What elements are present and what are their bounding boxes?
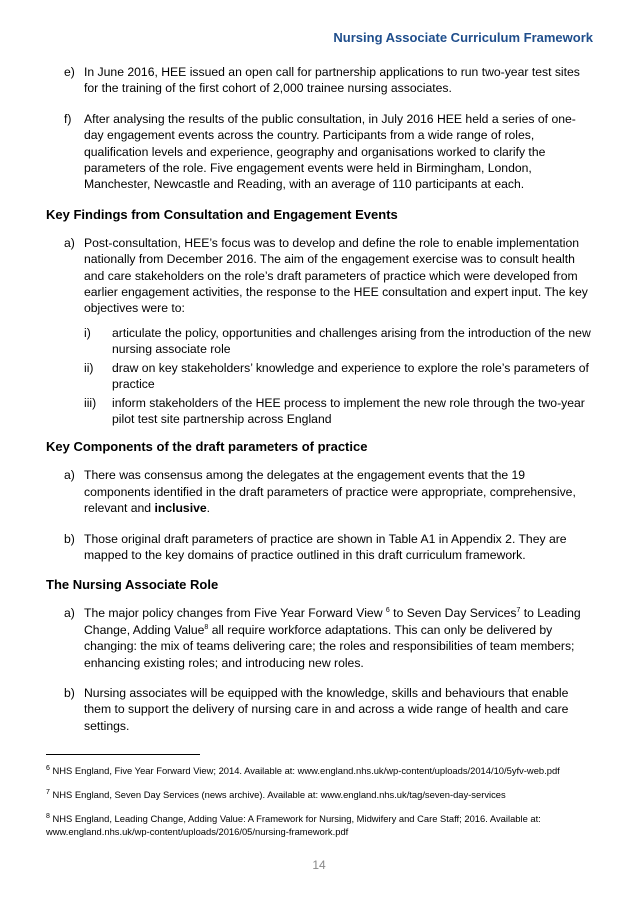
footnote-7	[46, 788, 594, 801]
footnote-divider	[46, 754, 200, 755]
footnote-text: NHS England, Seven Day Services (news archive). Available at: www.england.nhs.uk/tag/seven-day-services	[52, 789, 506, 800]
item-text-bold: inclusive	[154, 501, 207, 516]
footnote-8	[46, 812, 594, 838]
objective-text: inform stakeholders of the HEE process to implement the new role through the two-year pilot test site partnership across England	[112, 395, 585, 426]
role-item-a	[46, 605, 594, 671]
item-text-part1: The major policy changes from Five Year Forward View	[84, 606, 383, 621]
objective-label: iii)	[84, 395, 97, 410]
objective-item	[84, 395, 594, 428]
item-label: b)	[64, 685, 75, 700]
document-header-title: Nursing Associate Curriculum Framework	[333, 30, 593, 45]
objective-item	[84, 325, 594, 358]
item-text: Those original draft parameters of practice are shown in Table A1 in Appendix 2. They are mapped to the key domains of practice outlined in this draft curriculum framework.	[84, 531, 567, 562]
footnote-ref-6[interactable]: 6	[385, 607, 390, 615]
footnote-number: 7	[46, 788, 50, 796]
objective-label: i)	[84, 325, 91, 340]
item-text	[84, 467, 594, 516]
section-heading-key-findings: Key Findings from Consultation and Engagement Events	[46, 206, 398, 222]
footnote-ref-8[interactable]: 8	[204, 623, 209, 631]
footnote-text: NHS England, Leading Change, Adding Value: A Framework for Nursing, Midwifery and Care Staff; 2016. Available at: www.england.nhs.uk/wp-content/uploads/2016/05/nursing-framework.pdf	[46, 813, 541, 837]
objectives-list	[46, 325, 594, 427]
objective-item	[84, 360, 594, 393]
item-label: a)	[64, 468, 75, 483]
item-text: Post-consultation, HEE’s focus was to develop and define the role to enable implementation nationally from December 2016. The aim of the engagement exercise was to consult health and care stakeholders on the role’s draft parameters of practice which were developed from earlier engagement activities, the response to the HEE consultation and expert input. The key objectives were to:	[84, 235, 588, 316]
item-text	[84, 605, 594, 671]
item-text: In June 2016, HEE issued an open call for partnership applications to run two-year test sites for the training of the first cohort of 2,000 trainee nursing associates.	[84, 65, 580, 96]
footnote-number: 6	[46, 764, 50, 772]
item-label: f)	[64, 111, 72, 126]
objective-text: draw on key stakeholders’ knowledge and experience to explore the role’s parameters of practice	[112, 360, 589, 392]
item-label: b)	[64, 531, 75, 546]
item-text-part3: to Leading Change, Adding Value	[84, 606, 581, 637]
key-components-item-b	[46, 531, 594, 564]
footnote-ref-7[interactable]: 7	[516, 607, 521, 615]
item-label: a)	[64, 235, 75, 250]
page-number: 14	[312, 858, 326, 872]
key-findings-item-a	[46, 235, 594, 317]
item-text-main: There was consensus among the delegates at the engagement events that the 19 components identified in the draft parameters of practice were appropriate, comprehensive, relevant and	[84, 468, 576, 516]
item-label: a)	[64, 606, 75, 621]
objective-text: articulate the policy, opportunities and challenges arising from the introduction of the new nursing associate role	[112, 325, 591, 357]
key-components-item-a	[46, 467, 594, 516]
item-label: e)	[64, 65, 75, 79]
intro-item-f	[46, 111, 594, 193]
footnotes	[46, 764, 594, 849]
footnote-number: 8	[46, 812, 50, 820]
footnote-text: NHS England, Five Year Forward View; 2014. Available at: www.england.nhs.uk/wp-content/uploads/2014/10/5yfv-web.pdf	[52, 765, 560, 776]
objective-label: ii)	[84, 360, 94, 375]
role-item-b	[46, 685, 594, 734]
item-text: After analysing the results of the public consultation, in July 2016 HEE held a series of one-day engagement events across the country. Participants from a wide range of roles, qualification levels and experience, geography and organisations worked to clarify the parameters of the role. Five engagement events were held in Birmingham, London, Manchester, Newcastle and Reading, with an average of 110 participants at each.	[84, 111, 576, 192]
footnote-6	[46, 764, 594, 777]
section-heading-key-components: Key Components of the draft parameters of practice	[46, 439, 368, 455]
section-heading-nursing-associate-role: The Nursing Associate Role	[46, 577, 219, 593]
page-content	[46, 64, 594, 748]
item-text-part4: all require workforce adaptations. This can only be delivered by changing: the mix of teams delivering care; the roles and responsibilities of team members; enhancing existing roles; and introducing new roles.	[84, 622, 575, 670]
intro-item-e	[46, 64, 594, 97]
item-text-end: .	[206, 501, 211, 516]
item-text-part2: to Seven Day Services	[389, 606, 517, 621]
item-text: Nursing associates will be equipped with the knowledge, skills and behaviours that enable them to support the delivery of nursing care in and across a wide range of health and care settings.	[84, 685, 569, 733]
